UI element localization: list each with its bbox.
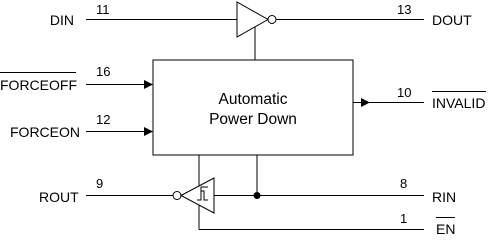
- forceoff-pin-number: 16: [96, 64, 111, 79]
- rout-pin-number: 9: [96, 176, 104, 191]
- automatic-power-down-block: [153, 60, 353, 155]
- forceon-input: [10, 112, 153, 140]
- invalid-pin-number: 10: [397, 85, 412, 100]
- receiver-buffer-icon: [181, 178, 214, 213]
- receiver-inversion-bubble-icon: [173, 192, 181, 200]
- forceon-arrow-icon: [144, 127, 153, 136]
- block-title-line2: Power Down: [209, 111, 297, 128]
- block-title-line1: Automatic: [218, 91, 288, 108]
- forceon-label: FORCEON: [10, 124, 80, 140]
- en-label: EN: [436, 221, 456, 235]
- en-input: [199, 205, 455, 235]
- invalid-arrow-icon: [361, 98, 370, 107]
- en-pin-number: 1: [400, 211, 408, 226]
- rin-pin-number: 8: [400, 176, 408, 191]
- forceon-pin-number: 12: [96, 112, 111, 127]
- forceoff-label: FORCEOFF: [0, 77, 77, 93]
- driver-inversion-bubble-icon: [268, 16, 276, 24]
- dout-label: DOUT: [432, 12, 472, 28]
- invalid-label: INVALID: [432, 95, 486, 111]
- rin-rout-path: [39, 155, 456, 213]
- driver-buffer-icon: [237, 2, 268, 37]
- forceoff-arrow-icon: [144, 80, 153, 89]
- dout-pin-number: 13: [397, 2, 412, 17]
- din-label: DIN: [49, 12, 74, 28]
- rout-label: ROUT: [39, 189, 79, 205]
- din-dout-path: [50, 2, 472, 60]
- din-pin-number: 11: [96, 2, 110, 17]
- forceoff-input: [0, 64, 153, 93]
- rin-label: RIN: [432, 189, 457, 205]
- invalid-output: [353, 85, 486, 111]
